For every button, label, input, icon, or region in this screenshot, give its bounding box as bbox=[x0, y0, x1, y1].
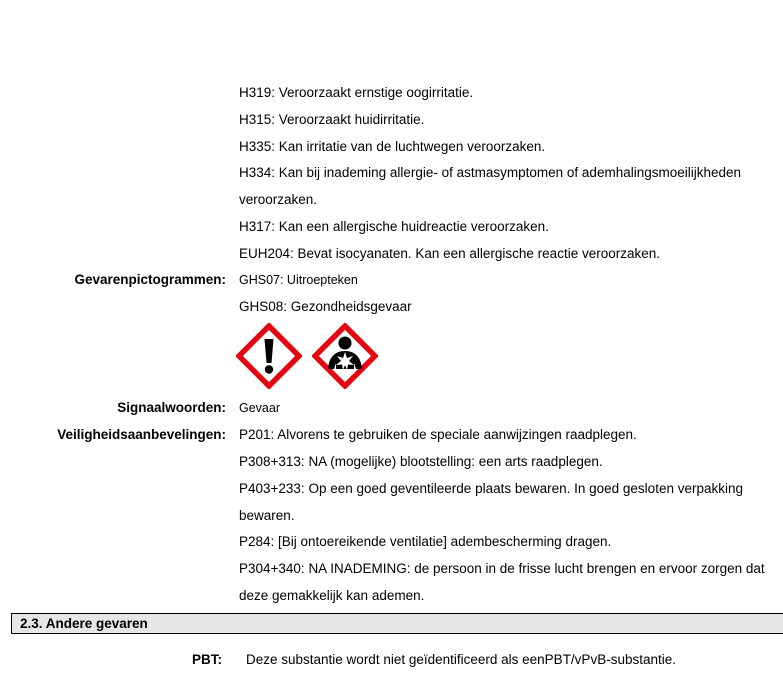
precautionary-p308-313: P308+313: NA (mogelijke) blootstelling: een arts raadplegen. bbox=[239, 454, 603, 469]
signal-word-label: Signaalwoorden: bbox=[117, 400, 226, 415]
hazard-statement-h334: H334: Kan bij inademing allergie- of astmasymptomen of ademhalingsmoeilijkheden bbox=[239, 165, 742, 180]
pictogram-images bbox=[236, 323, 378, 389]
precautionary-p403-233-cont: bewaren. bbox=[239, 508, 295, 523]
hazard-statement-euh204: EUH204: Bevat isocyanaten. Kan een allergische reactie veroorzaken. bbox=[239, 246, 660, 261]
exclamation-mark-icon bbox=[236, 323, 302, 389]
precautionary-label: Veiligheidsaanbevelingen: bbox=[57, 427, 226, 442]
section-title: 2.3. Andere gevaren bbox=[20, 616, 148, 631]
precautionary-p284: P284: [Bij ontoereikende ventilatie] adembescherming dragen. bbox=[239, 534, 612, 549]
pictogram-ghs07-text: GHS07: Uitroepteken bbox=[239, 273, 358, 287]
pbt-text: Deze substantie wordt niet geïdentificeerd als eenPBT/vPvB-substantie. bbox=[246, 652, 676, 667]
precautionary-p304-340: P304+340: NA INADEMING: de persoon in de frisse lucht brengen en ervoor zorgen dat bbox=[239, 561, 765, 576]
precautionary-p403-233: P403+233: Op een goed geventileerde plaats bewaren. In goed gesloten verpakking bbox=[239, 481, 743, 496]
pictograms-label: Gevarenpictogrammen: bbox=[74, 272, 226, 287]
pictogram-ghs08-text: GHS08: Gezondheidsgevaar bbox=[239, 299, 412, 314]
pbt-label: PBT: bbox=[192, 652, 222, 667]
precautionary-p201: P201: Alvorens te gebruiken de speciale aanwijzingen raadplegen. bbox=[239, 427, 637, 442]
hazard-statement-h317: H317: Kan een allergische huidreactie veroorzaken. bbox=[239, 219, 549, 234]
hazard-statement-h334-cont: veroorzaken. bbox=[239, 192, 318, 207]
health-hazard-icon bbox=[312, 323, 378, 389]
precautionary-p304-340-cont: deze gemakkelijk kan ademen. bbox=[239, 588, 425, 603]
hazard-statement-h315: H315: Veroorzaakt huidirritatie. bbox=[239, 112, 425, 127]
hazard-statement-h335: H335: Kan irritatie van de luchtwegen veroorzaken. bbox=[239, 139, 546, 154]
hazard-statement-h319: H319: Veroorzaakt ernstige oogirritatie. bbox=[239, 85, 474, 100]
signal-word-value: Gevaar bbox=[239, 401, 280, 415]
